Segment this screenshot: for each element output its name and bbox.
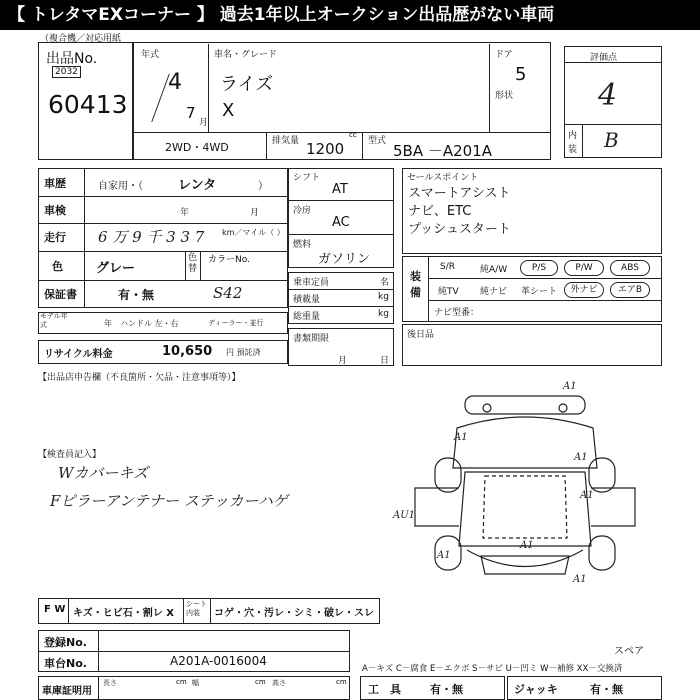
history-label: 車歴 <box>44 177 66 190</box>
shift-label: シフト <box>293 173 321 183</box>
inspector-note-2: Fピラーアンテナー ステッカーハゲ <box>50 492 288 510</box>
length-label: 長さ <box>103 679 117 687</box>
door-label: ドア <box>495 50 513 60</box>
equip-abs-circled: ABS <box>610 260 650 276</box>
mileage-unit: km／マイル（ ） <box>222 228 285 237</box>
displacement-unit: cc <box>349 131 357 139</box>
displacement-label: 排気量 <box>272 136 300 146</box>
color-label: 色 <box>52 260 63 273</box>
chassis-value: A201A-0016004 <box>170 654 267 668</box>
left-side-outline <box>415 488 459 526</box>
gross-label: 総重量 <box>293 312 321 322</box>
length-unit: cm <box>176 678 187 686</box>
equip-leather: 革シート <box>521 287 558 297</box>
equip-tv: 純TV <box>438 287 459 297</box>
equip-airbag-circled: エアB <box>610 282 650 298</box>
equip-navi: 純ナビ <box>480 287 508 297</box>
capacity-unit: 名 <box>380 278 390 288</box>
chassis-label: 車台No. <box>44 657 87 670</box>
month-unit: 月 <box>199 118 209 128</box>
ac-value: AC <box>332 215 350 230</box>
recycle-value: 10,650 <box>162 344 213 359</box>
interior-score: B <box>604 128 619 152</box>
color-no-label: カラーNo. <box>208 255 250 265</box>
mirror-left-circle <box>483 404 491 412</box>
later-label: 後日品 <box>407 330 435 340</box>
height-unit: cm <box>336 678 347 686</box>
drive-type: 2WD・4WD <box>165 141 229 154</box>
mileage-value: 6 万 9 千 3 3 7 <box>98 228 205 246</box>
seller-declaration-label: 【出品店申告欄（不良箇所・欠品・注意事項等）】 <box>38 373 241 383</box>
cabin-dashed <box>483 476 567 538</box>
garage-cert-label: 車庫証明用 <box>42 686 92 697</box>
banner-title: 【 トレタマEXコーナー 】 過去1年以上オークション出品歴がない車両 <box>0 0 700 30</box>
damage-mark-7: AU1 <box>393 510 416 521</box>
reg-label: 登録No. <box>44 636 87 649</box>
color-no-value: S42 <box>213 284 243 302</box>
navi-model-label: ナビ型番： <box>434 308 480 318</box>
score-value: 4 <box>598 78 618 113</box>
seat-label: シート内装 <box>186 600 207 617</box>
jack-value: 有・無 <box>590 683 623 696</box>
roof-outline <box>465 396 585 414</box>
height-label: 高さ <box>272 679 286 687</box>
front-wheel-left <box>435 458 461 492</box>
name-label: 車名・グレード <box>214 50 278 60</box>
score-label: 評価点 <box>590 53 618 63</box>
capacity-label: 乗車定員 <box>293 278 330 288</box>
rear-wheel-right <box>589 536 615 570</box>
seat-values: コゲ・穴・汚レ・シミ・破レ・スレ <box>214 608 374 619</box>
handle-label: ハンドル 左・右 <box>120 319 179 328</box>
history-text: 自家用・（ <box>98 181 143 192</box>
gross-unit: kg <box>378 309 389 319</box>
model-code: 5BA －A201A <box>393 142 493 160</box>
form-note: （複合機／対応用紙 <box>40 34 122 44</box>
damage-mark-3: A1 <box>574 452 588 463</box>
damage-mark-4: A1 <box>580 490 594 501</box>
fuel-label: 燃料 <box>293 240 312 250</box>
load-label: 積載量 <box>293 295 321 305</box>
shift-value: AT <box>332 182 348 197</box>
year-label: 年式 <box>141 50 160 60</box>
displacement-value: 1200 <box>306 140 345 158</box>
model-label: 型式 <box>368 136 387 146</box>
equip-sr: S/R <box>440 262 455 272</box>
damage-mark-8: A1 <box>573 574 587 585</box>
sales-line-3: プッシュスタート <box>408 222 511 237</box>
warranty-value: 有・無 <box>118 288 155 302</box>
model-year-unit: 年 <box>104 319 112 328</box>
doc-label: 書類期限 <box>293 334 330 344</box>
color-change-label: 色替 <box>188 253 198 274</box>
inspector-note-1: Wカバーキズ <box>58 464 149 482</box>
shape-label: 形状 <box>495 91 514 101</box>
inspection-month: 月 <box>250 208 260 218</box>
tools-label: 工 具 <box>368 683 401 696</box>
load-unit: kg <box>378 292 389 302</box>
lot-label: 出品No. <box>46 51 98 67</box>
jack-label: ジャッキ <box>514 683 558 696</box>
later-box <box>402 324 662 366</box>
doors-value: 5 <box>515 64 527 85</box>
equipment-label-2: 備 <box>410 286 421 299</box>
fw-label: F W <box>44 604 66 615</box>
warranty-label: 保証書 <box>44 288 77 301</box>
model-year-label: モデル年式 <box>40 312 68 329</box>
history-value: レンタ <box>178 178 217 193</box>
recycle-label: リサイクル料金 <box>44 349 113 360</box>
inspection-year: 年 <box>180 208 190 218</box>
ac-label: 冷房 <box>293 206 312 216</box>
dealer-label: ディーラー・並行 <box>208 319 264 327</box>
spare-label: スペア <box>614 646 644 657</box>
body-outline <box>459 472 591 546</box>
tools-value: 有・無 <box>430 683 463 696</box>
sales-line-1: スマートアシスト <box>408 186 511 201</box>
equipment-label-1: 装 <box>410 270 421 283</box>
lot-number: 60413 <box>48 90 128 119</box>
damage-mark-2: A1 <box>454 432 468 443</box>
interior-label-1: 内 <box>568 131 578 141</box>
equip-aw: 純A/W <box>480 265 508 275</box>
mileage-label: 走行 <box>44 231 66 244</box>
year-value: 4 <box>168 70 182 95</box>
inspection-label: 車検 <box>44 204 66 217</box>
doc-day: 日 <box>380 356 390 366</box>
grade: X <box>222 100 235 121</box>
equip-pw-circled: P/W <box>564 260 604 276</box>
damage-mark-6: A1 <box>437 550 451 561</box>
interior-label-2: 装 <box>568 145 578 155</box>
car-name: ライズ <box>220 74 274 95</box>
damage-mark-5: A1 <box>520 540 534 551</box>
damage-mark-1: A1 <box>563 381 577 392</box>
sales-label: セールスポイント <box>407 173 479 183</box>
code-legend: A－キズ C－腐食 E－エクボ S－サビ U－凹ミ W－補修 XX－交換済 <box>362 664 623 674</box>
width-unit: cm <box>255 678 266 686</box>
right-side-outline <box>591 488 635 526</box>
doc-month: 月 <box>338 356 348 366</box>
color-value: グレー <box>96 261 136 276</box>
rear-bumper-outline <box>467 550 583 567</box>
rear-window-outline <box>481 556 569 574</box>
month-value: 7 <box>186 104 196 122</box>
sales-line-2: ナビ、ETC <box>408 204 472 219</box>
history-close: ） <box>258 181 268 192</box>
fuel-value: ガソリン <box>318 252 371 267</box>
car-damage-diagram <box>405 378 660 600</box>
equip-ps-circled: P/S <box>520 260 558 276</box>
equip-ext-navi-circled: 外ナビ <box>564 282 604 298</box>
inspector-label: 【検査員記入】 <box>38 450 102 460</box>
width-label: 幅 <box>192 679 199 687</box>
recycle-unit: 円 預託済 <box>226 348 261 357</box>
mirror-right-circle <box>559 404 567 412</box>
front-wheel-right <box>589 458 615 492</box>
fw-values: キズ・ヒビ石・割レ X <box>73 608 174 619</box>
lot-sub: 2032 <box>52 66 81 78</box>
